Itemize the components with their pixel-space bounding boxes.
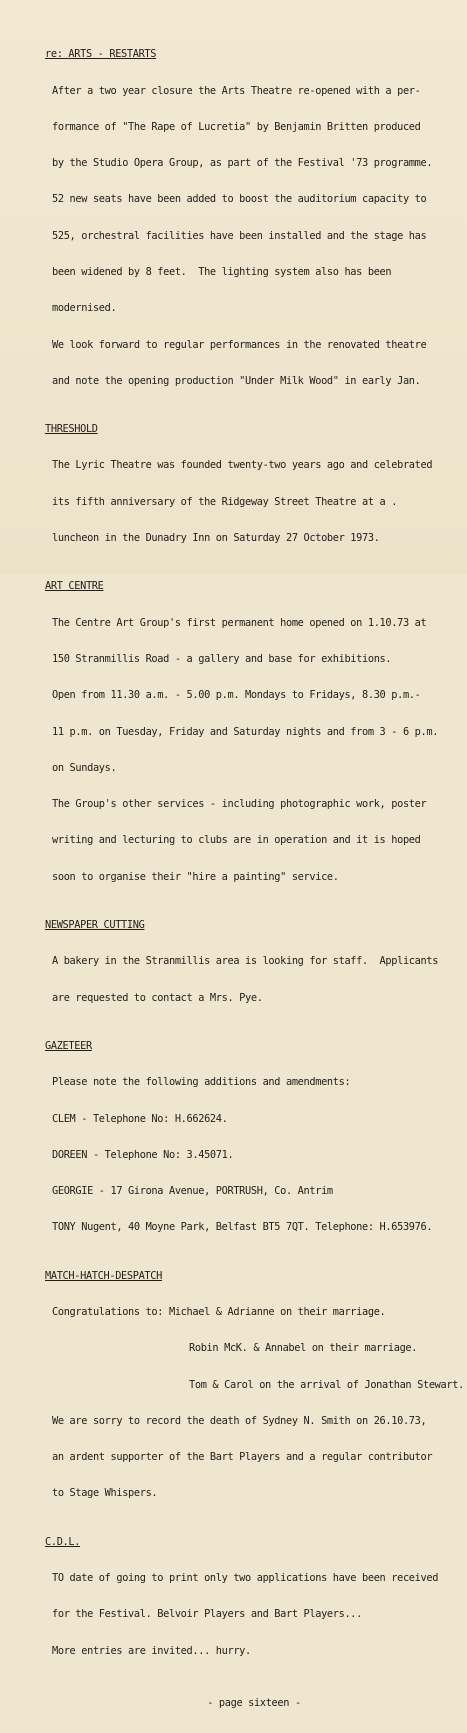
congratulations-line: Congratulations to: Michael & Adrianne on their marriage. [52, 1306, 386, 1319]
congratulations-line: Robin McK. & Annabel on their marriage. [189, 1342, 418, 1355]
arts-line: 52 new seats have been added to boost the auditorium capacity to [52, 193, 427, 206]
threshold-line: luncheon in the Dunadry Inn on Saturday 27 October 1973. [52, 532, 380, 545]
arts-line: After a two year closure the Arts Theatre re-opened with a per- [52, 84, 421, 97]
arts-line: 525, orchestral facilities have been installed and the stage has [52, 229, 427, 242]
section-heading-cdl: C.D.L. [45, 1535, 81, 1548]
match-line: an ardent supporter of the Bart Players and a regular contributor [52, 1451, 433, 1464]
art-centre-line: on Sundays. [52, 761, 117, 774]
gazetteer-entry: CLEM - Telephone No: H.662624. [52, 1112, 228, 1125]
section-heading-newspaper: NEWSPAPER CUTTING [45, 919, 145, 932]
section-heading-threshold: THRESHOLD [45, 423, 98, 436]
art-centre-line: The Group's other services - including photographic work, poster [52, 798, 427, 811]
cdl-line: More entries are invited... hurry. [52, 1644, 251, 1657]
section-heading-arts: re: ARTS - RESTARTS [45, 48, 157, 61]
art-centre-line: The Centre Art Group's first permanent home opened on 1.10.73 at [52, 616, 427, 629]
newspaper-line: are requested to contact a Mrs. Pye. [52, 991, 263, 1004]
gazetteer-line: Please note the following additions and amendments: [52, 1076, 351, 1089]
match-line: to Stage Whispers. [52, 1487, 158, 1500]
arts-line: and note the opening production "Under Milk Wood" in early Jan. [52, 374, 421, 387]
section-heading-art-centre: ART CENTRE [45, 580, 104, 593]
art-centre-line: Open from 11.30 a.m. - 5.00 p.m. Mondays to Fridays, 8.30 p.m.- [52, 689, 421, 702]
arts-line: We look forward to regular performances in the renovated theatre [52, 338, 427, 351]
gazetteer-entry: GEORGIE - 17 Girona Avenue, PORTRUSH, Co. Antrim [52, 1185, 333, 1198]
cdl-line: for the Festival. Belvoir Players and Bart Players... [52, 1608, 363, 1621]
congratulations-line: Tom & Carol on the arrival of Jonathan Stewart. [189, 1378, 464, 1391]
page-content [45, 12, 463, 1733]
match-line: We are sorry to record the death of Sydney N. Smith on 26.10.73, [52, 1414, 427, 1427]
section-heading-gazetteer: GAZETEER [45, 1039, 92, 1052]
art-centre-line: soon to organise their "hire a painting" service. [52, 870, 339, 883]
newspaper-line: A bakery in the Stranmillis area is looking for staff. Applicants [52, 955, 439, 968]
page-number: - page sixteen - [207, 1697, 301, 1710]
cdl-line: TO date of going to print only two applications have been received [52, 1572, 439, 1585]
arts-line: by the Studio Opera Group, as part of the Festival '73 programme. [52, 157, 433, 170]
threshold-line: its fifth anniversary of the Ridgeway Street Theatre at a . [52, 495, 398, 508]
arts-line: formance of "The Rape of Lucretia" by Benjamin Britten produced [52, 120, 421, 133]
section-heading-match: MATCH-HATCH-DESPATCH [45, 1269, 162, 1282]
art-centre-line: 150 Stranmillis Road - a gallery and base for exhibitions. [52, 652, 392, 665]
art-centre-line: 11 p.m. on Tuesday, Friday and Saturday nights and from 3 - 6 p.m. [52, 725, 439, 738]
gazetteer-entry: TONY Nugent, 40 Moyne Park, Belfast BT5 7QT. Telephone: H.653976. [52, 1221, 433, 1234]
threshold-line: The Lyric Theatre was founded twenty-two years ago and celebrated [52, 459, 433, 472]
arts-line: been widened by 8 feet. The lighting system also has been [52, 265, 392, 278]
gazetteer-entry: DOREEN - Telephone No: 3.45071. [52, 1148, 234, 1161]
arts-line: modernised. [52, 302, 117, 315]
art-centre-line: writing and lecturing to clubs are in operation and it is hoped [52, 834, 421, 847]
